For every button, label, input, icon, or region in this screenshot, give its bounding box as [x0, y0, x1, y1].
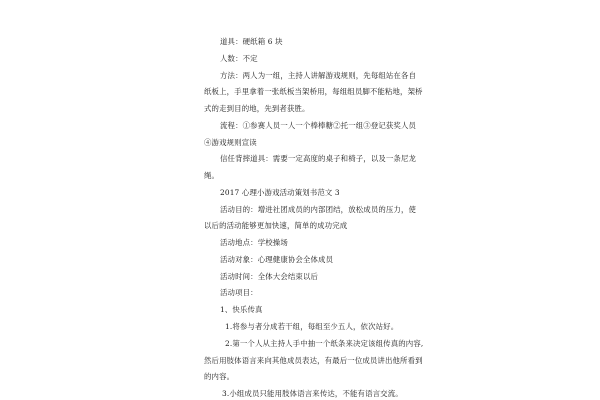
text-line: 流程：①参赛人员一人一个棒棒糖②托一组③登记获奖人员: [220, 120, 417, 130]
text-line: 活动对象：心理健康协会全体成员: [220, 254, 334, 264]
text-line: 道具：硬纸箱 6 块: [220, 37, 283, 46]
text-line: 然后用肢体语言来向其他成员表达，有最后一位成员讲出他所看到: [204, 355, 423, 365]
text-line: 信任背摔道具：需要一定高度的桌子和椅子，以及一条尼龙: [220, 154, 417, 164]
text-line: 活动地点：学校操场: [220, 238, 288, 248]
text-line: 活动项目：: [220, 288, 258, 298]
list-heading: 1、快乐传真: [220, 305, 263, 315]
text-line: 以后的活动能够更加快速，简单的成功完成: [204, 221, 348, 231]
text-line: ④游戏规则宣读: [204, 137, 257, 147]
list-item: 2.第一个人从主持人手中抽一个纸条来决定该组传真的内容,: [225, 338, 424, 348]
text-line: 的内容。: [204, 372, 235, 382]
text-line: 活动目的：增进社团成员的内部团结，放松成员的压力，使: [220, 204, 417, 214]
list-item: 3.小组成员只能用肢体语言来传达，不能有语言交流。: [222, 389, 403, 398]
text-line: 人数：不定: [220, 53, 258, 63]
section-heading: 2017 心理小游戏活动策划书范文 3: [220, 187, 340, 197]
text-line: 纸板上，手里拿着一张纸板当架桥用，每组组员脚不能粘地，架桥: [204, 87, 423, 97]
text-line: 活动时间：全体大会结束以后: [220, 271, 319, 281]
text-line: 式的走到目的地，先到者获胜。: [204, 104, 310, 113]
text-line: 绳。: [204, 171, 220, 181]
list-item: 1.将参与者分成若干组，每组至少五人，依次站好。: [225, 322, 399, 331]
text-line: 方法：两人为一组，主持人讲解游戏规则，先每组站在各自: [220, 70, 417, 80]
